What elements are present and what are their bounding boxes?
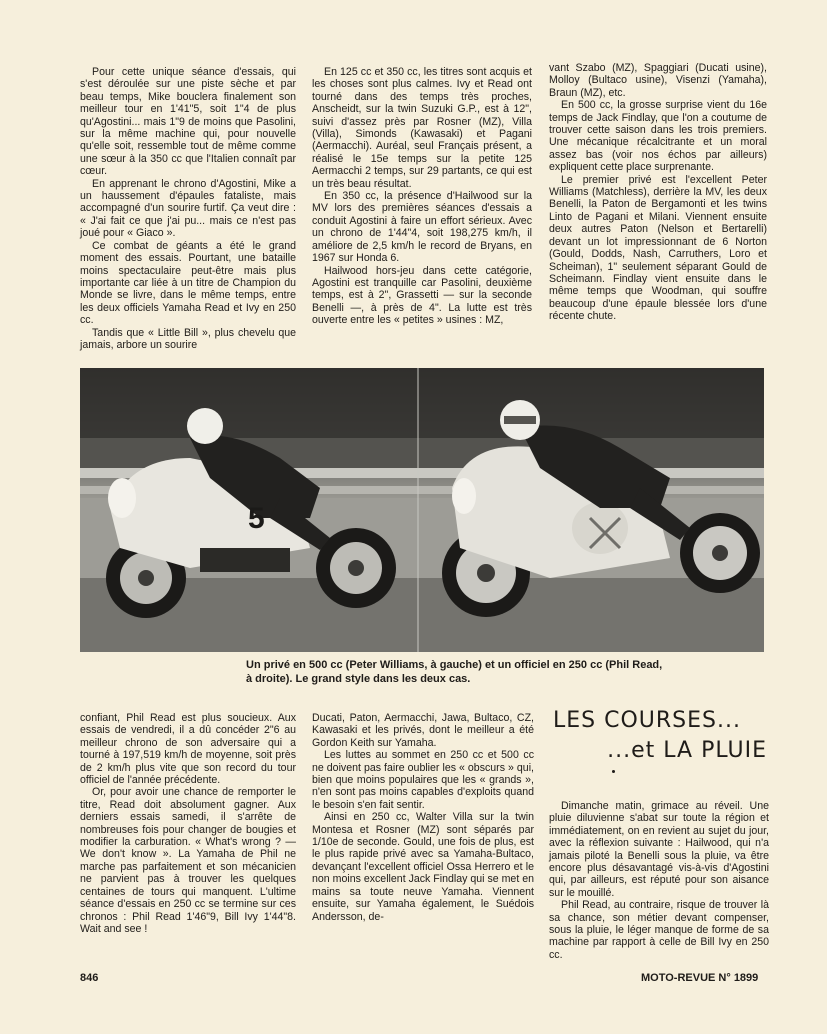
paragraph: Pour cette unique séance d'essais, qui s'est déroulée sur une piste sèche et par beau temps, Mike bouclera finalement son meilleur tour en 1'41"5, soit 1"4 de plus qu'Agostini... mais 1"9 de moins que Pasolini, sur la même machine qui, pour nouvelle qu'elle soit, ressemble tout de même comme une sœur à la 350 cc que l'Italien connaît par cœur. — [80, 66, 296, 178]
paragraph: En 350 cc, la présence d'Hailwood sur la MV lors des premières séances d'essais a conduit Agostini à faire un effort sérieux. Avec un chrono de 1'44"4, soit 198,275 km/h, il améliore de 2,5 km/h le record de Bryans, en 1967 sur Honda 6. — [312, 190, 532, 265]
race-number: 5 — [248, 502, 265, 535]
section-headline — [553, 706, 773, 766]
top-column-2 — [312, 66, 532, 362]
paragraph: Ce combat de géants a été le grand moment des essais. Pourtant, une bataille moins spectaculaire peut-être mais plus importante car liée à un titre de Champion du Monde se livre, dans le même temps, entre les deux officiels Yamaha Read et Ivy en 250 cc. — [80, 239, 296, 327]
paragraph: confiant, Phil Read est plus soucieux. Aux essais de vendredi, il a dû concéder 2"6 au meilleur chrono de son adversaire qui a tourné à 197,519 km/h de moyenne, soit près de 2 km/h plus vite que son record du tour officiel de l'année précédente. — [80, 712, 296, 787]
headline-line-1: LES COURSES... — [553, 708, 741, 733]
bottom-column-3 — [549, 800, 769, 961]
paragraph: Ducati, Paton, Aermacchi, Jawa, Bultaco, CZ, Kawasaki et les privés, dont le meilleur a été Gordon Keith sur Yamaha. — [312, 712, 534, 749]
magazine-issue: MOTO-REVUE N° 1899 — [641, 972, 759, 984]
paragraph: Phil Read, au contraire, risque de trouver là sa chance, son métier devant compenser, sous la pluie, le léger manque de forme de sa machine par rapport à celle de Bill Ivy en 250 cc. — [549, 899, 769, 961]
motorcycles-photo-illustration — [80, 368, 764, 652]
paragraph: En 125 cc et 350 cc, les titres sont acquis et les choses sont plus calmes. Ivy et Read ont tourné dans des temps très proches, Anscheidt, sur la twin Suzuki G.P., est à 12", suivi d'assez près par Rosner (MZ), Villa (Villa), Simonds (Kawasaki) et Pagani (Aermacchi). Auréal, seul Français présent, a réalisé le 15e temps sur la petite 125 Aermacchi 2 temps, sur 29 partants, ce qui est un très beau résultat. — [312, 66, 532, 190]
paragraph: Les luttes au sommet en 250 cc et 500 cc ne doivent pas faire oublier les « obscurs » qui, bien que moins populaires que les « grands », n'en sont pas moins capables d'exploits quand le besoin s'en fait sentir. — [312, 749, 534, 811]
paragraph: Tandis que « Little Bill », plus chevelu que jamais, arbore un sourire — [80, 326, 296, 351]
paragraph: Ainsi en 250 cc, Walter Villa sur la twin Montesa et Rosner (MZ) sont séparés par 1/10e de seconde. Gould, une fois de plus, est le plus rapide privé avec sa Yamaha-Bultaco, devançant l'excellent officiel Ossa Herrero et le non moins excellent Jack Findlay qui se met en mains sa toute neuve Yamaha. Viennent ensuite, sur Yamaha également, le Suédois Andersson, de- — [312, 811, 534, 923]
ornament-dot — [612, 770, 615, 773]
race-photo — [80, 368, 764, 652]
photo-caption: Un privé en 500 cc (Peter Williams, à gauche) et un officiel en 250 cc (Phil Read, à droite). Le grand style dans les deux cas. — [246, 659, 663, 685]
paragraph: Or, pour avoir une chance de remporter le titre, Read doit absolument gagner. Aux derniers essais samedi, il s'arrête de nombreuses fois pour changer de bougies et modifier la carburation. « What's wrong ? — We don't know ». La Yamaha de Phil ne marche pas parfaitement et son mécanicien ne parvient pas à trouver les quelques centaines de tours qui manquent. L'ultime séance d'essais en 250 cc se termine sur ces chronos : Phil Read 1'46"9, Bill Ivy 1'44"8. Wait and see ! — [80, 786, 296, 935]
paragraph: Hailwood hors-jeu dans cette catégorie, Agostini est tranquille car Pasolini, deuxième temps, est à 2", Grassetti — sur la seconde Benelli —, à près de 4". La lutte est très ouverte entre les « petites » usines : MZ, — [312, 264, 532, 327]
bottom-column-1 — [80, 712, 296, 952]
paragraph: En 500 cc, la grosse surprise vient du 16e temps de Jack Findlay, que l'on a coutume de trouver cette saison dans les trois premiers. Une mécanique récalcitrante et un moral assez bas (voir nos échos par ailleurs) expliquent cette place surprenante. — [549, 99, 767, 174]
headline-line-2: ...et LA PLUIE — [607, 738, 767, 763]
bottom-column-2 — [312, 712, 534, 952]
paragraph: En apprenant le chrono d'Agostini, Mike a un haussement d'épaules fataliste, mais accompagné d'un sourire furtif. Ça veut dire : « J'ai fait ce que j'ai pu... mais ce n'est pas joué pour « Giaco ». — [80, 177, 296, 240]
paragraph: Le premier privé est l'excellent Peter Williams (Matchless), derrière la MV, les deux Benelli, la Paton de Bergamonti et les twins Linto de Pagani et Milani. Viennent ensuite deux autres Paton (Nelson et Bertarelli) devant un lot impressionnant de 6 Norton (Gould, Dodds, Nash, Carruthers, Loro et Scheiman), 1" seulement séparant Gould de Scheimann. Findlay vient ensuite dans le même temps que Woodman, qui souffre beaucoup d'une épaule blessée lors d'une récente chute. — [549, 173, 767, 323]
top-column-3 — [549, 62, 767, 362]
paragraph: Dimanche matin, grimace au réveil. Une pluie diluvienne s'abat sur toute la région et immédiatement, on en revient au sujet du jour, avec la réflexion suivante : Hailwood, qui n'a jamais piloté la Benelli sous la pluie, va être encore plus désavantagé vis-à-vis d'Agostini qui, par ailleurs, est réputé pour son aisance sur le mouillé. — [549, 800, 769, 899]
top-column-1 — [80, 66, 296, 362]
page-number: 846 — [80, 972, 99, 984]
paragraph: vant Szabo (MZ), Spaggiari (Ducati usine), Molloy (Bultaco usine), Visenzi (Yamaha), Braun (MZ), etc. — [549, 62, 767, 99]
